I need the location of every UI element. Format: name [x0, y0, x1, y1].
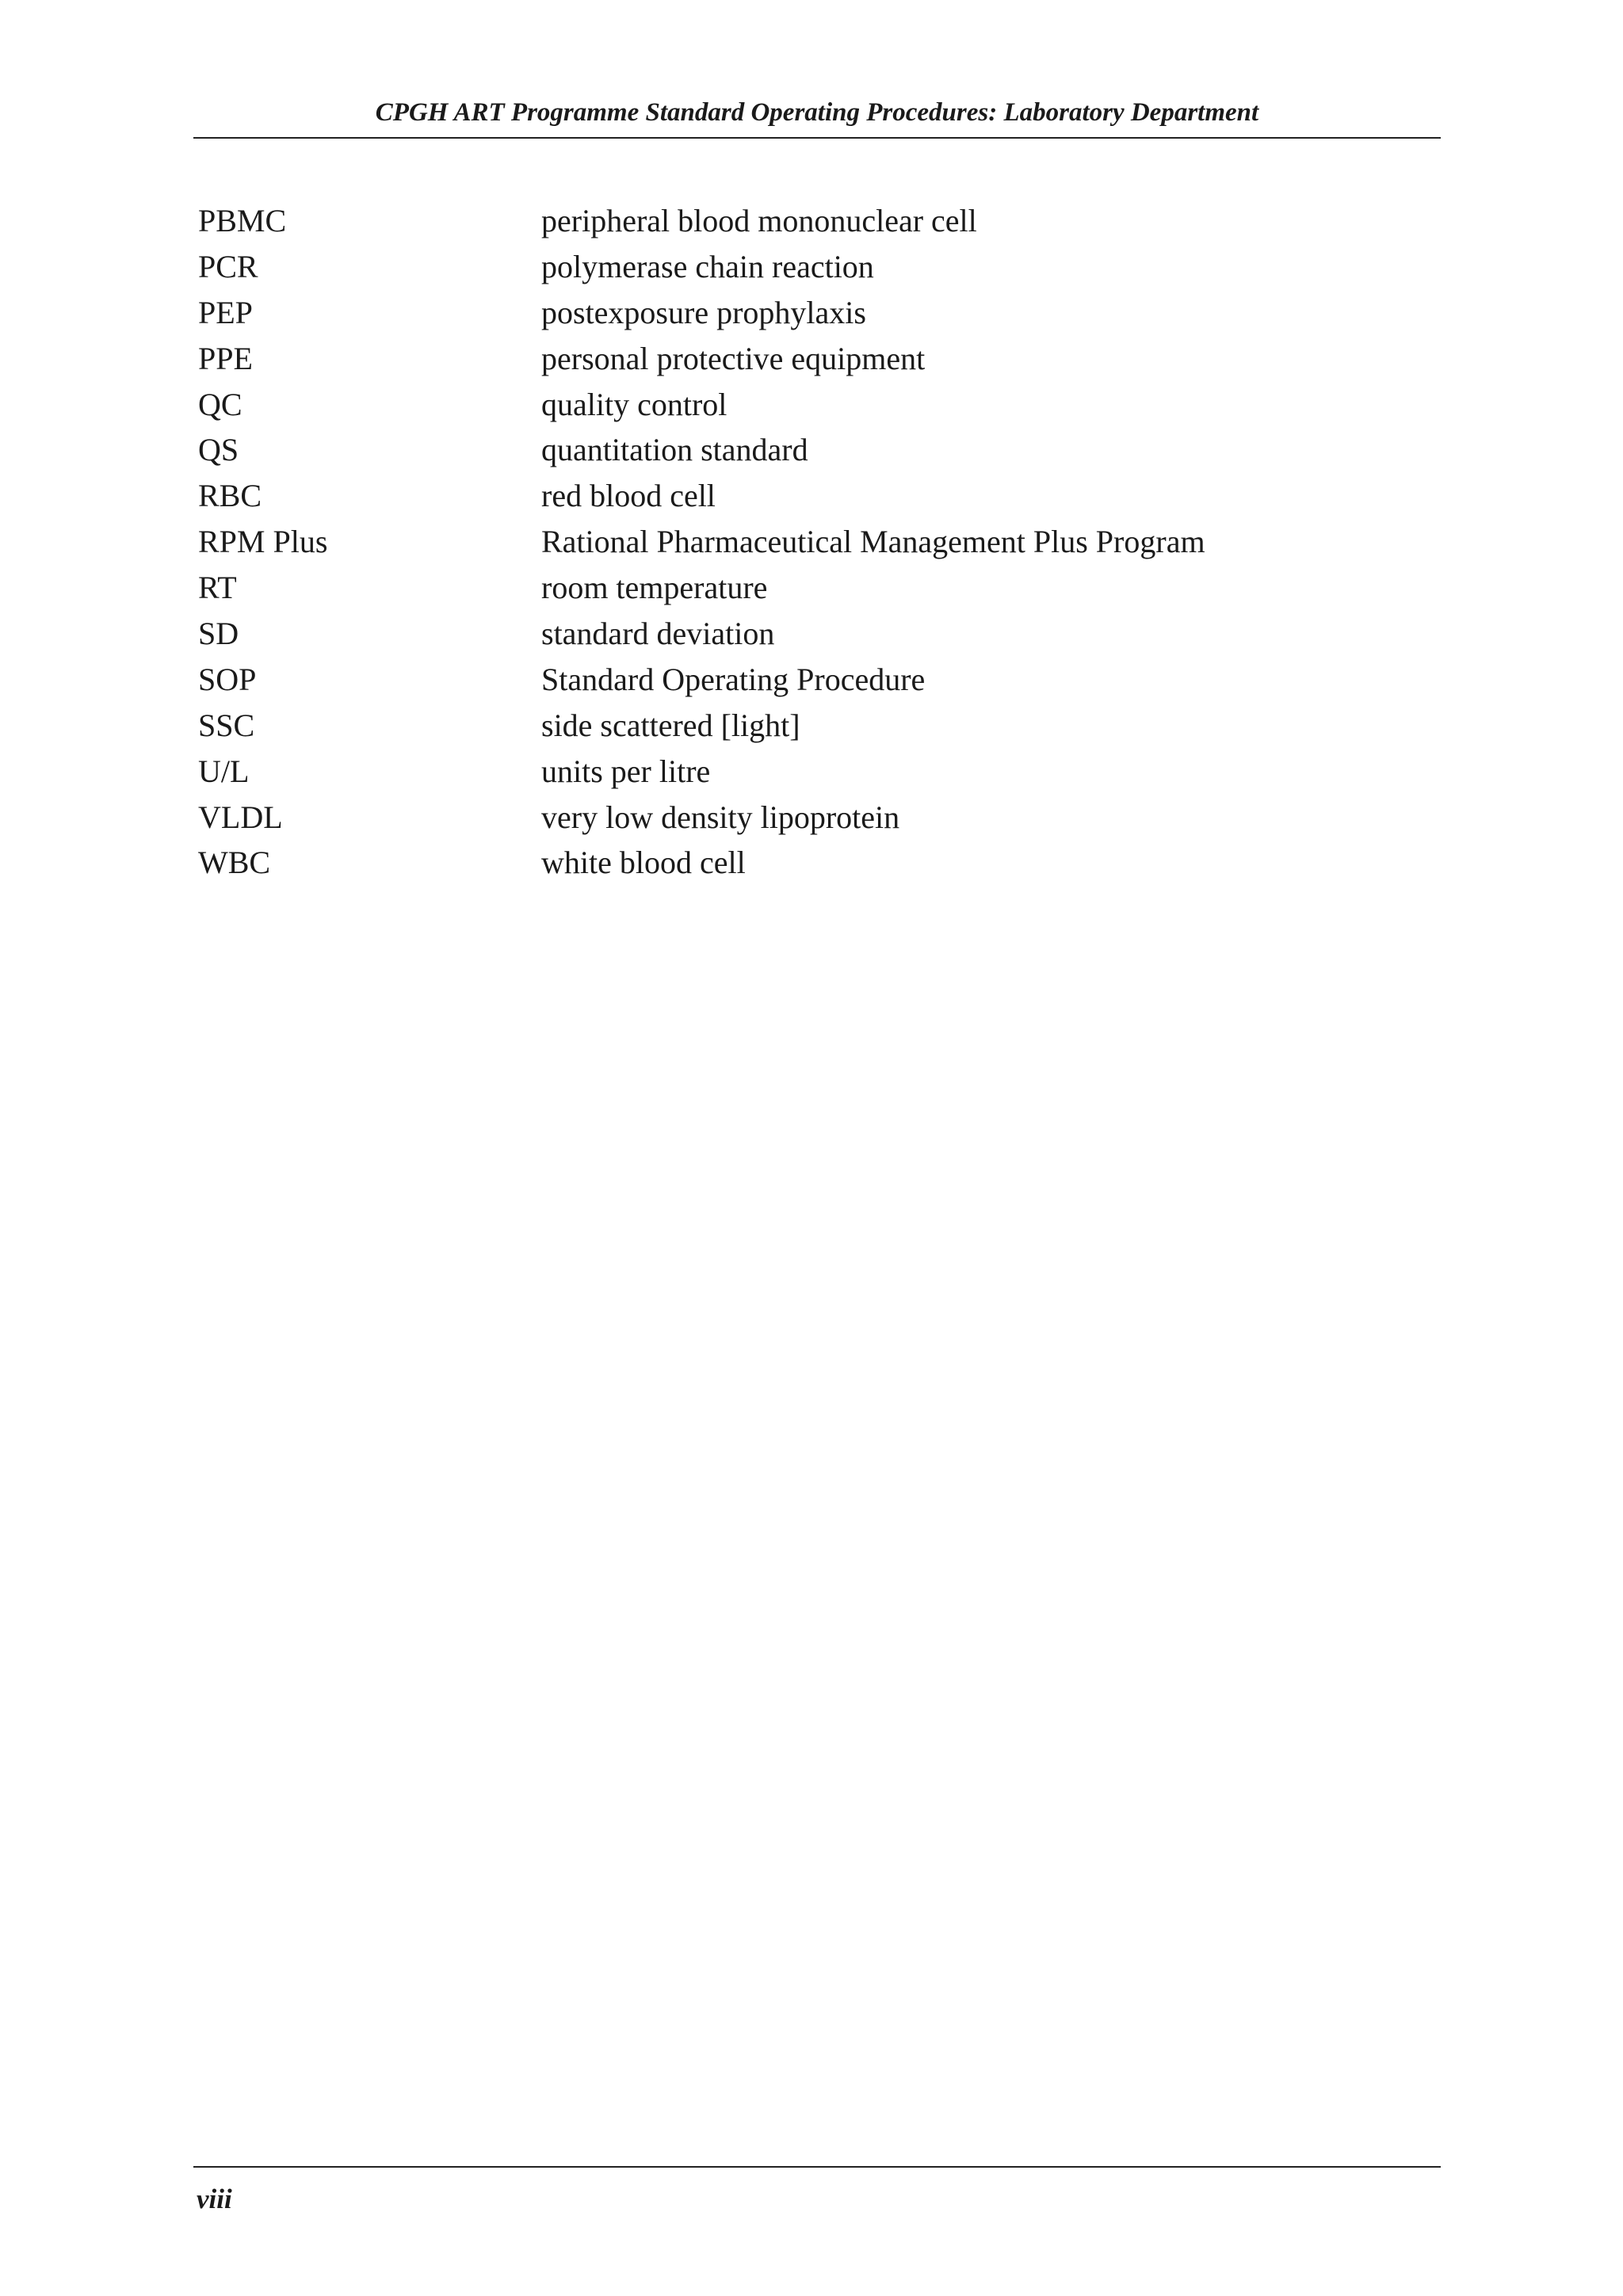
- list-item: [198, 657, 1434, 703]
- definition: Rational Pharmaceutical Management Plus Program: [541, 524, 1205, 560]
- list-item: [198, 244, 1434, 290]
- definition: room temperature: [541, 570, 768, 606]
- abbreviation-list: [198, 198, 1434, 886]
- list-item: [198, 565, 1434, 611]
- abbreviation: SD: [198, 616, 239, 652]
- definition: red blood cell: [541, 478, 716, 514]
- list-item: [198, 336, 1434, 382]
- abbreviation: PEP: [198, 294, 253, 330]
- definition: very low density lipoprotein: [541, 799, 900, 835]
- list-item: [198, 473, 1434, 519]
- abbreviation: SOP: [198, 661, 257, 697]
- definition: side scattered [light]: [541, 707, 800, 743]
- abbreviation: U/L: [198, 753, 250, 789]
- definition: Standard Operating Procedure: [541, 661, 926, 697]
- abbreviation: PPE: [198, 340, 253, 376]
- list-item: [198, 427, 1434, 473]
- abbreviation: VLDL: [198, 799, 283, 835]
- definition: standard deviation: [541, 616, 775, 652]
- definition: peripheral blood mononuclear cell: [541, 203, 977, 238]
- definition: quantitation standard: [541, 432, 808, 468]
- list-item: [198, 290, 1434, 336]
- abbreviation: RPM Plus: [198, 524, 328, 560]
- abbreviation: QC: [198, 386, 242, 422]
- list-item: [198, 749, 1434, 795]
- definition: polymerase chain reaction: [541, 248, 874, 284]
- header-title: CPGH ART Programme Standard Operating Procedures: Laboratory Department: [375, 98, 1259, 127]
- definition: white blood cell: [541, 845, 746, 881]
- list-item: [198, 519, 1434, 565]
- abbreviation: RBC: [198, 478, 262, 514]
- list-item: [198, 703, 1434, 749]
- list-item: [198, 198, 1434, 244]
- definition: quality control: [541, 386, 727, 422]
- list-item: [198, 840, 1434, 886]
- footer-divider: [193, 2166, 1441, 2168]
- definition: postexposure prophylaxis: [541, 294, 866, 330]
- list-item: [198, 382, 1434, 428]
- abbreviation: PCR: [198, 248, 258, 284]
- abbreviation: WBC: [198, 845, 271, 881]
- page-header: [193, 93, 1441, 139]
- abbreviation: PBMC: [198, 203, 287, 238]
- abbreviation: RT: [198, 570, 237, 606]
- page-number: viii: [197, 2183, 232, 2214]
- list-item: [198, 611, 1434, 657]
- list-item: [198, 795, 1434, 841]
- definition: units per litre: [541, 753, 711, 789]
- abbreviation: QS: [198, 432, 239, 468]
- abbreviation: SSC: [198, 707, 255, 743]
- definition: personal protective equipment: [541, 340, 926, 376]
